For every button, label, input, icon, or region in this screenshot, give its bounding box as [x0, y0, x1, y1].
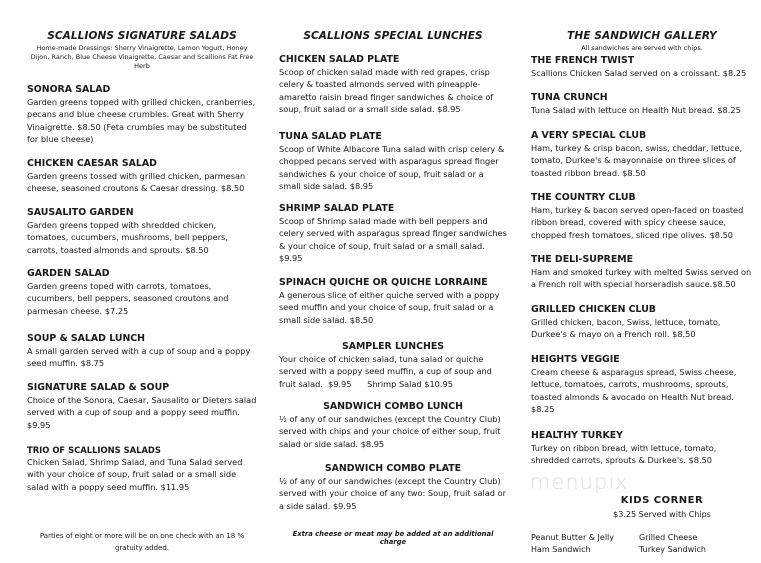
item-description: Ham, turkey & bacon served open-faced on toasted ribbon bread, covered with spicy cheese sauce, chopped fresh tomatoes, sliced ripe olives. $8.50	[531, 205, 744, 240]
kids-item: Turkey Sandwich	[639, 545, 706, 554]
item-description: Scoop of White Albacore Tuna salad with crisp celery & chopped pecans served with asparagus spread finger sandwiches & your choice of soup, fruit salad or a small side salad. $8.95	[279, 144, 505, 191]
item-name: TUNA CRUNCH	[531, 92, 608, 103]
kids-item: Ham Sandwich	[531, 545, 591, 554]
item-name: SAMPLER LUNCHES	[341, 341, 445, 352]
section-title: THE SANDWICH GALLERY	[567, 30, 717, 42]
watermark-logo: menupix	[530, 470, 629, 494]
item-description: Garden greens topped with grilled chicken, cranberries, pecans and blue cheese crumbles. Great with Sherry Vinaigrette. $8.50 (Feta crumbles may be substituted for blue cheese)	[27, 97, 256, 144]
menu-item	[27, 382, 257, 431]
item-description: Choice of the Sonora, Caesar, Sausalito or Dieters salad served with a cup of soup and a poppy seed muffin. $9.95	[27, 395, 257, 430]
item-description: Scoop of chicken salad made with red grapes, crisp celery & toasted almonds served with pineapple-amaretto raisin bread finger sandwiches & choice of soup, fruit salad or a small side salad. $8.95	[279, 67, 494, 114]
item-name: SANDWICH COMBO PLATE	[324, 463, 462, 474]
item-description: Ham and smoked turkey with melted Swiss served on a French roll with special horseradish sauce.$8.50	[531, 267, 752, 290]
item-name: SOUP & SALAD LUNCH	[27, 333, 146, 344]
item-name: SANDWICH COMBO LUNCH	[323, 401, 463, 412]
item-name: SONORA SALAD	[27, 84, 111, 95]
menu-item	[531, 354, 753, 415]
item-description: ½ of any of our sandwiches (except the Country Club) served with chips and your choice of either soup, fruit salad or side salad. $8.95	[279, 414, 501, 449]
menu-item	[531, 192, 753, 241]
menu-item	[27, 333, 257, 370]
menu-item	[531, 130, 753, 179]
item-description: Cream cheese & asparagus spread, Swiss cheese, lettuce, tomatoes, carrots, mushrooms, sprouts, toasted almonds & avocado on Health Nut bread. $8.25	[531, 367, 737, 414]
menu-item	[279, 54, 507, 115]
item-name: SAUSALITO GARDEN	[27, 207, 134, 218]
item-name: TUNA SALAD PLATE	[279, 131, 382, 142]
item-name: SIGNATURE SALAD & SOUP	[27, 382, 170, 393]
menu-item	[531, 254, 753, 291]
menu-item	[27, 84, 257, 145]
item-description: Garden greens tossed with grilled chicken, parmesan cheese, seasoned croutons & Caesar dressing. $8.50	[27, 171, 246, 194]
item-description: Garden greens topped with shredded chicken, tomatoes, cucumbers, mushrooms, bell peppers, carrots, toasted almonds and sprouts. $8.50	[27, 220, 228, 255]
kids-item: Grilled Cheese	[639, 533, 698, 542]
item-name: GARDEN SALAD	[27, 268, 110, 279]
item-description: Scallions Chicken Salad served on a croissant. $8.25	[531, 68, 747, 78]
menu-item	[279, 203, 507, 264]
item-name: A VERY SPECIAL CLUB	[531, 130, 647, 141]
menu-item	[531, 92, 753, 116]
item-name: HEIGHTS VEGGIE	[531, 354, 620, 365]
kids-corner-title: KIDS CORNER	[620, 495, 704, 506]
dressings-note: Home-made Dressings: Sherry Vinaigrette, Lemon Yogurt, Honey Dijon, Ranch, Blue Cheese Vinaigrette, Caesar and Scallions Fat Free Herb	[30, 44, 254, 70]
kids-menu-list	[531, 532, 753, 556]
menu-item	[279, 277, 507, 326]
item-name: CHICKEN SALAD PLATE	[279, 54, 400, 65]
menu-item	[279, 401, 507, 450]
menu-item	[279, 463, 507, 512]
kids-corner-price: $3.25 Served with Chips	[613, 510, 711, 519]
item-name: TRIO OF SCALLIONS SALADS	[27, 445, 161, 455]
item-name: CHICKEN CAESAR SALAD	[27, 158, 157, 169]
item-name: HEALTHY TURKEY	[531, 430, 623, 441]
menu-item	[279, 341, 507, 390]
item-name: GRILLED CHICKEN CLUB	[531, 304, 656, 315]
menu-item	[27, 207, 257, 256]
item-description: A small garden served with a cup of soup and a poppy seed muffin. $8.75	[27, 346, 251, 369]
item-description: Ham, turkey & crisp bacon, swiss, cheddar, lettuce, tomato, Durkee's & mayonnaise on three slices of toasted ribbon bread. $8.50	[531, 143, 743, 178]
menu-item	[27, 268, 257, 317]
menu-item	[27, 444, 257, 493]
item-name: SPINACH QUICHE OR QUICHE LORRAINE	[279, 277, 488, 288]
item-description: Turkey on ribbon bread, with lettuce, tomato, shredded carrots, sprouts & Durkee's. $8.50	[531, 443, 717, 466]
menu-item	[27, 158, 257, 195]
item-name: SHRIMP SALAD PLATE	[279, 203, 395, 214]
gratuity-note: Parties of eight or more will be on one check with an 18 % gratuity added.	[39, 532, 245, 552]
item-description: Tuna Salad with lettuce on Health Nut bread. $8.25	[531, 105, 741, 115]
item-name: THE COUNTRY CLUB	[531, 192, 636, 203]
section-title: SCALLIONS SPECIAL LUNCHES	[303, 30, 483, 42]
item-description: Grilled chicken, bacon, Swiss, lettuce, tomato, Durkee's & mayo on a French roll. $8.50	[531, 317, 721, 340]
extra-charge-note: Extra cheese or meat may be added at an additional charge	[292, 530, 494, 546]
chips-note: All sandwiches are served with chips.	[581, 44, 703, 52]
menu-item	[531, 55, 753, 79]
item-description: ½ of any of our sandwiches (except the Country Club) served with your choice of any two: Soup, fruit salad or a side salad. $9.95	[279, 476, 506, 511]
item-description: Your choice of chicken salad, tuna salad or quiche served with a poppy seed muffin, a cup of soup and fruit salad. $9.95 Shrimp Salad $10.95	[279, 354, 495, 389]
menu-item	[531, 304, 753, 341]
menu-item	[531, 430, 753, 467]
menu-item	[279, 131, 507, 192]
item-name: THE FRENCH TWIST	[531, 55, 635, 66]
item-description: Garden greens toped with carrots, tomatoes, cucumbers, bell peppers, seasoned croutons and parmesan cheese. $7.25	[27, 281, 229, 316]
kids-item: Peanut Butter & Jelly	[531, 533, 615, 542]
item-description: Chicken Salad, Shrimp Salad, and Tuna Salad served with your choice of soup, fruit salad or a small side salad with a poppy seed muffin. $11.95	[27, 457, 243, 492]
item-description: Scoop of Shrimp salad made with bell peppers and celery served with asparagus spread finger sandwiches & your choice of soup, fruit salad or a small salad. $9.95	[279, 216, 507, 263]
section-title: SCALLIONS SIGNATURE SALADS	[47, 30, 237, 42]
item-description: A generous slice of either quiche served with a poppy seed muffin and your choice of soup, fruit salad or a small side salad. $8.50	[279, 290, 500, 325]
item-name: THE DELI-SUPREME	[531, 254, 634, 265]
